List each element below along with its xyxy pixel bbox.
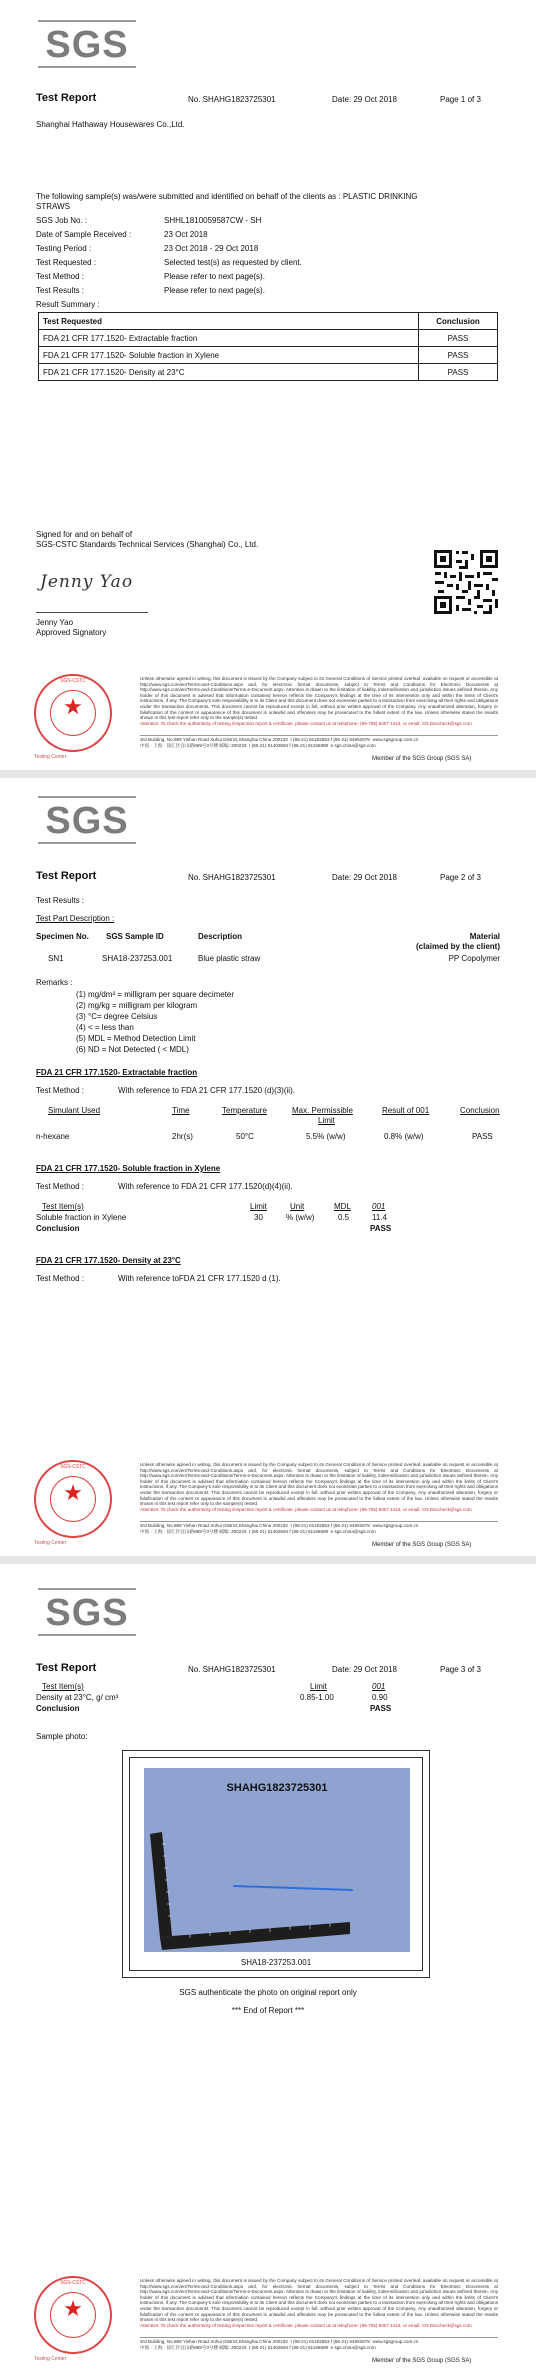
page-number: Page 2 of 3	[440, 873, 481, 882]
section-title-extractable: FDA 21 CFR 177.1520- Extractable fraction	[36, 1068, 198, 1077]
footer-address: 3rd Building, No.889 Yishan Road Xuhui District,Shanghai China 200233 t (86-21) 61402553 f (86-21) 64953679 www.sgsgroup.com.cn 中国 · 上海 · 徐汇区宜山路889号3号楼 邮编: 200233 t (86-21) 61402594 f (86-21) 61156899 e sgs.china@sgs.com	[140, 737, 419, 748]
table-header-row	[39, 313, 498, 330]
test-method-value: With reference toFDA 21 CFR 177.1520 d (1).	[118, 1274, 281, 1283]
header-conclusion: Conclusion	[460, 1106, 500, 1115]
field-label: SGS Job No. :	[36, 216, 88, 225]
header-unit: Unit	[290, 1202, 305, 1211]
remark-item: (4) < = less than	[76, 1023, 134, 1032]
page-number: Page 3 of 3	[440, 1665, 481, 1674]
header-test-item: Test Item(s)	[42, 1202, 84, 1211]
sgs-sample-id-value: SHA18-237253.001	[102, 954, 173, 963]
test-cell: FDA 21 CFR 177.1520- Extractable fraction	[39, 330, 419, 347]
report-number: No. SHAHG1823725301	[188, 95, 276, 104]
field-value: Selected test(s) as requested by client.	[164, 258, 302, 267]
limit-value: 0.85-1.00	[300, 1693, 334, 1702]
star-icon: ★	[63, 1480, 83, 1505]
header-mdl: MDL	[334, 1202, 351, 1211]
page-number: Page 1 of 3	[440, 95, 481, 104]
field-value: SHHL1810059587CW - SH	[164, 216, 262, 225]
remark-item: (6) ND = Not Detected ( < MDL)	[76, 1045, 189, 1054]
field-label: Test Method :	[36, 272, 85, 281]
signed-company: SGS-CSTC Standards Technical Services (Shanghai) Co., Ltd.	[36, 540, 259, 549]
description-value: Blue plastic straw	[198, 954, 261, 963]
signatory-name: Jenny Yao	[36, 618, 74, 627]
stamp-label: Testing Center	[34, 1540, 67, 1546]
limit-value: 5.5% (w/w)	[306, 1132, 346, 1141]
signed-line: Signed for and on behalf of	[36, 530, 133, 539]
footer-address: 3rd Building, No.889 Yishan Road Xuhui District,Shanghai China 200233 t (86-21) 61402553 f (86-21) 64953679 www.sgsgroup.com.cn 中国 · 上海 · 徐汇区宜山路889号3号楼 邮编: 200233 t (86-21) 61402594 f (86-21) 61156899 e sgs.china@sgs.com	[140, 2339, 419, 2350]
section-title-density: FDA 21 CFR 177.1520- Density at 23°C	[36, 1256, 181, 1265]
test-part-description-label: Test Part Description :	[36, 914, 115, 923]
result-summary-table	[38, 312, 498, 381]
header-description: Description	[198, 932, 243, 941]
remark-item: (1) mg/dm² = milligram per square decimeter	[76, 990, 235, 999]
signature: Jenny Yao	[40, 572, 134, 592]
field-value: 23 Oct 2018	[164, 230, 208, 239]
stamp-label: Testing Center	[34, 754, 67, 760]
sample-photo	[144, 1768, 410, 1952]
signatory-title: Approved Signatory	[36, 628, 107, 637]
header-result-001: Result of 001	[382, 1106, 430, 1115]
star-icon: ★	[63, 2296, 83, 2321]
member-text: Member of the SGS Group (SGS SA)	[372, 756, 472, 762]
simulant-value: n-hexane	[36, 1132, 70, 1141]
sgs-stamp: SGS-CSTC ★	[34, 2276, 112, 2354]
test-cell: FDA 21 CFR 177.1520- Density at 23°C	[39, 364, 419, 381]
sgs-stamp: SGS-CSTC ★	[34, 1460, 112, 1538]
report-title: Test Report	[36, 870, 97, 882]
mdl-value: 0.5	[338, 1213, 350, 1222]
unit-value: % (w/w)	[286, 1213, 315, 1222]
header-simulant: Simulant Used	[48, 1106, 101, 1115]
remarks-label: Remarks :	[36, 978, 73, 987]
table-row	[39, 330, 498, 347]
test-method-label: Test Method :	[36, 1182, 85, 1191]
fine-print: Unless otherwise agreed in writing, this document is issued by the Company subject to its General Conditions of Service printed overleaf, available on request or accessible at http://www.sgs.com/en/Terms-and-Conditions.aspx and, for electronic format documents, subject to Terms and Conditions for Electronic Documents at http://www.sgs.com/en/Terms-and-Conditions/Terms-e-Document.aspx. Attention is drawn to the limitation of liability, indemnification and jurisdiction issues defined therein. Any holder of this document is advised that information contained hereon reflects the Company's findings at the time of its intervention only and within the limits of Client's instructions, if any. The Company's sole responsibility is to its Client and this document does not exonerate parties to a transaction from exercising all their rights and obligations under the transaction documents. This document cannot be reproduced except in full, without prior written approval of the Company. Any unauthorized alteration, forgery or falsification of the content or appearance of this document is unlawful and offenders may be prosecuted to the fullest extent of the law. Unless otherwise stated the results shown in this test report refer only to the sample(s) tested. Attention: To check the authenticity of testing /inspection report & certificate, please contact us at telephone: (86-755) 8307 1443, or email: CN.Doccheck@sgs.com	[140, 1462, 498, 1512]
sample-photo-frame	[122, 1750, 430, 1978]
remark-item: (2) mg/kg = milligram per kilogram	[76, 1001, 198, 1010]
report-title: Test Report	[36, 1662, 97, 1674]
test-item-value: Density at 23°C, g/ cm³	[36, 1693, 119, 1702]
photo-caption-bottom: SHA18-237253.001	[240, 1958, 312, 1967]
header-material-sub: (claimed by the client)	[415, 942, 500, 951]
conclusion-label: Conclusion	[36, 1704, 80, 1713]
remark-item: (3) °C= degree Celsius	[76, 1012, 158, 1021]
field-label: Test Requested :	[36, 258, 97, 267]
report-date: Date: 29 Oct 2018	[332, 873, 397, 882]
table-row	[39, 364, 498, 381]
conclusion-cell: PASS	[419, 347, 498, 364]
header-test-requested: Test Requested	[39, 313, 419, 330]
member-text: Member of the SGS Group (SGS SA)	[372, 2358, 472, 2364]
field-label: Date of Sample Received :	[36, 230, 132, 239]
footer-address: 3rd Building, No.889 Yishan Road Xuhui District,Shanghai China 200233 t (86-21) 61402553 f (86-21) 64953679 www.sgsgroup.com.cn 中国 · 上海 · 徐汇区宜山路889号3号楼 邮编: 200233 t (86-21) 61402594 f (86-21) 61156899 e sgs.china@sgs.com	[140, 1523, 419, 1534]
conclusion-label: Conclusion	[36, 1224, 80, 1233]
fine-print: Unless otherwise agreed in writing, this document is issued by the Company subject to its General Conditions of Service printed overleaf, available on request or accessible at http://www.sgs.com/en/Terms-and-Conditions.aspx and, for electronic format documents, subject to Terms and Conditions for Electronic Documents at http://www.sgs.com/en/Terms-and-Conditions/Terms-e-Document.aspx. Attention is drawn to the limitation of liability, indemnification and jurisdiction issues defined therein. Any holder of this document is advised that information contained hereon reflects the Company's findings at the time of its intervention only and within the limits of Client's instructions, if any. The Company's sole responsibility is to its Client and this document does not exonerate parties to a transaction from exercising all their rights and obligations under the transaction documents. This document cannot be reproduced except in full, without prior written approval of the Company. Any unauthorized alteration, forgery or falsification of the content or appearance of this document is unlawful and offenders may be prosecuted to the fullest extent of the law. Unless otherwise stated the results shown in this test report refer only to the sample(s) tested. Attention: To check the authenticity of testing /inspection report & certificate, please contact us at telephone: (86-755) 8307 1443, or email: CN.Doccheck@sgs.com	[140, 2278, 498, 2328]
header-temperature: Temperature	[222, 1106, 267, 1115]
signature-line	[36, 612, 148, 613]
fine-print: Unless otherwise agreed in writing, this document is issued by the Company subject to its General Conditions of Service printed overleaf, available on request or accessible at http://www.sgs.com/en/Terms-and-Conditions.aspx and, for electronic format documents, subject to Terms and Conditions for Electronic Documents at http://www.sgs.com/en/Terms-and-Conditions/Terms-e-Document.aspx. Attention is drawn to the limitation of liability, indemnification and jurisdiction issues defined therein. Any holder of this document is advised that information contained hereon reflects the Company's findings at the time of its intervention only and within the limits of Client's instructions, if any. The Company's sole responsibility is to its Client and this document does not exonerate parties to a transaction from exercising all their rights and obligations under the transaction documents. This document cannot be reproduced except in full, without prior written approval of the Company. Any unauthorized alteration, forgery or falsification of the content or appearance of this document is unlawful and offenders may be prosecuted to the fullest extent of the law. Unless otherwise stated the results shown in this test report refer only to the sample(s) tested. Attention: To check the authenticity of testing /inspection report & certificate, please contact us at telephone: (86-755) 8307 1443, or email: CN.Doccheck@sgs.com	[140, 676, 498, 726]
header-specimen: Specimen No.	[36, 932, 89, 941]
conclusion-value: PASS	[472, 1132, 493, 1141]
sgs-logo: SGS	[38, 1588, 136, 1636]
result-001-value: 11.4	[372, 1213, 387, 1222]
conclusion-value: PASS	[370, 1704, 392, 1713]
report-page-1	[0, 0, 536, 770]
report-date: Date: 29 Oct 2018	[332, 1665, 397, 1674]
field-label: Testing Period :	[36, 244, 92, 253]
specimen-value: SN1	[48, 954, 64, 963]
report-page-2	[0, 778, 536, 1556]
report-number: No. SHAHG1823725301	[188, 873, 276, 882]
test-item-value: Soluble fraction in Xylene	[36, 1213, 127, 1222]
report-number: No. SHAHG1823725301	[188, 1665, 276, 1674]
star-icon: ★	[63, 694, 83, 719]
header-conclusion: Conclusion	[419, 313, 498, 330]
test-method-label: Test Method :	[36, 1274, 85, 1283]
test-method-value: With reference to FDA 21 CFR 177.1520(d)(4)(ii).	[118, 1182, 293, 1191]
field-value: Please refer to next page(s).	[164, 272, 265, 281]
test-method-label: Test Method :	[36, 1086, 85, 1095]
authenticate-note: SGS authenticate the photo on original report only	[179, 1988, 357, 1997]
test-cell: FDA 21 CFR 177.1520- Soluble fraction in Xylene	[39, 347, 419, 364]
sample-photo-label: Sample photo:	[36, 1732, 88, 1741]
intro-text: The following sample(s) was/were submitted and identified on behalf of the clients as : PLASTIC DRINKING	[36, 192, 418, 201]
header-max-limit-2: Limit	[318, 1116, 335, 1125]
intro-text-2: STRAWS	[36, 202, 70, 211]
straw-and-ruler-icon	[144, 1768, 410, 1952]
header-time: Time	[172, 1106, 190, 1115]
stamp-label: Testing Center	[34, 2356, 67, 2362]
header-001: 001	[372, 1682, 386, 1691]
header-limit: Limit	[310, 1682, 327, 1691]
qr-code-icon	[432, 548, 500, 616]
result-value: 0.8% (w/w)	[384, 1132, 424, 1141]
report-title: Test Report	[36, 92, 97, 104]
sgs-logo: SGS	[38, 796, 136, 844]
result-001-value: 0.90	[372, 1693, 388, 1702]
field-value: 23 Oct 2018 - 29 Oct 2018	[164, 244, 259, 253]
sgs-stamp: SGS-CSTC ★	[34, 674, 112, 752]
test-results-label: Test Results :	[36, 896, 85, 905]
photo-caption-top: SHAHG1823725301	[226, 1782, 328, 1794]
client-name: Shanghai Hathaway Housewares Co.,Ltd.	[36, 120, 185, 129]
conclusion-value: PASS	[370, 1224, 392, 1233]
header-001: 001	[372, 1202, 386, 1211]
header-material: Material	[469, 932, 500, 941]
field-value: Please refer to next page(s).	[164, 286, 265, 295]
limit-value: 30	[254, 1213, 263, 1222]
report-page-3	[0, 1564, 536, 2372]
field-label: Test Results :	[36, 286, 85, 295]
report-date: Date: 29 Oct 2018	[332, 95, 397, 104]
temperature-value: 50°C	[236, 1132, 254, 1141]
result-summary-label: Result Summary :	[36, 300, 100, 309]
header-sgs-sample-id: SGS Sample ID	[106, 932, 164, 941]
material-value: PP Copolymer	[448, 954, 500, 963]
section-title-xylene: FDA 21 CFR 177.1520- Soluble fraction in Xylene	[36, 1164, 221, 1173]
time-value: 2hr(s)	[172, 1132, 193, 1141]
test-method-value: With reference to FDA 21 CFR 177.1520 (d)(3)(ii).	[118, 1086, 295, 1095]
header-test-item: Test Item(s)	[42, 1682, 84, 1691]
header-max-limit: Max. Permissible	[292, 1106, 353, 1115]
header-limit: Limit	[250, 1202, 267, 1211]
conclusion-cell: PASS	[419, 330, 498, 347]
member-text: Member of the SGS Group (SGS SA)	[372, 1542, 472, 1548]
table-row	[39, 347, 498, 364]
conclusion-cell: PASS	[419, 364, 498, 381]
remark-item: (5) MDL = Method Detection Limit	[76, 1034, 196, 1043]
sgs-logo: SGS	[38, 20, 136, 68]
end-of-report: *** End of Report ***	[231, 2006, 305, 2015]
